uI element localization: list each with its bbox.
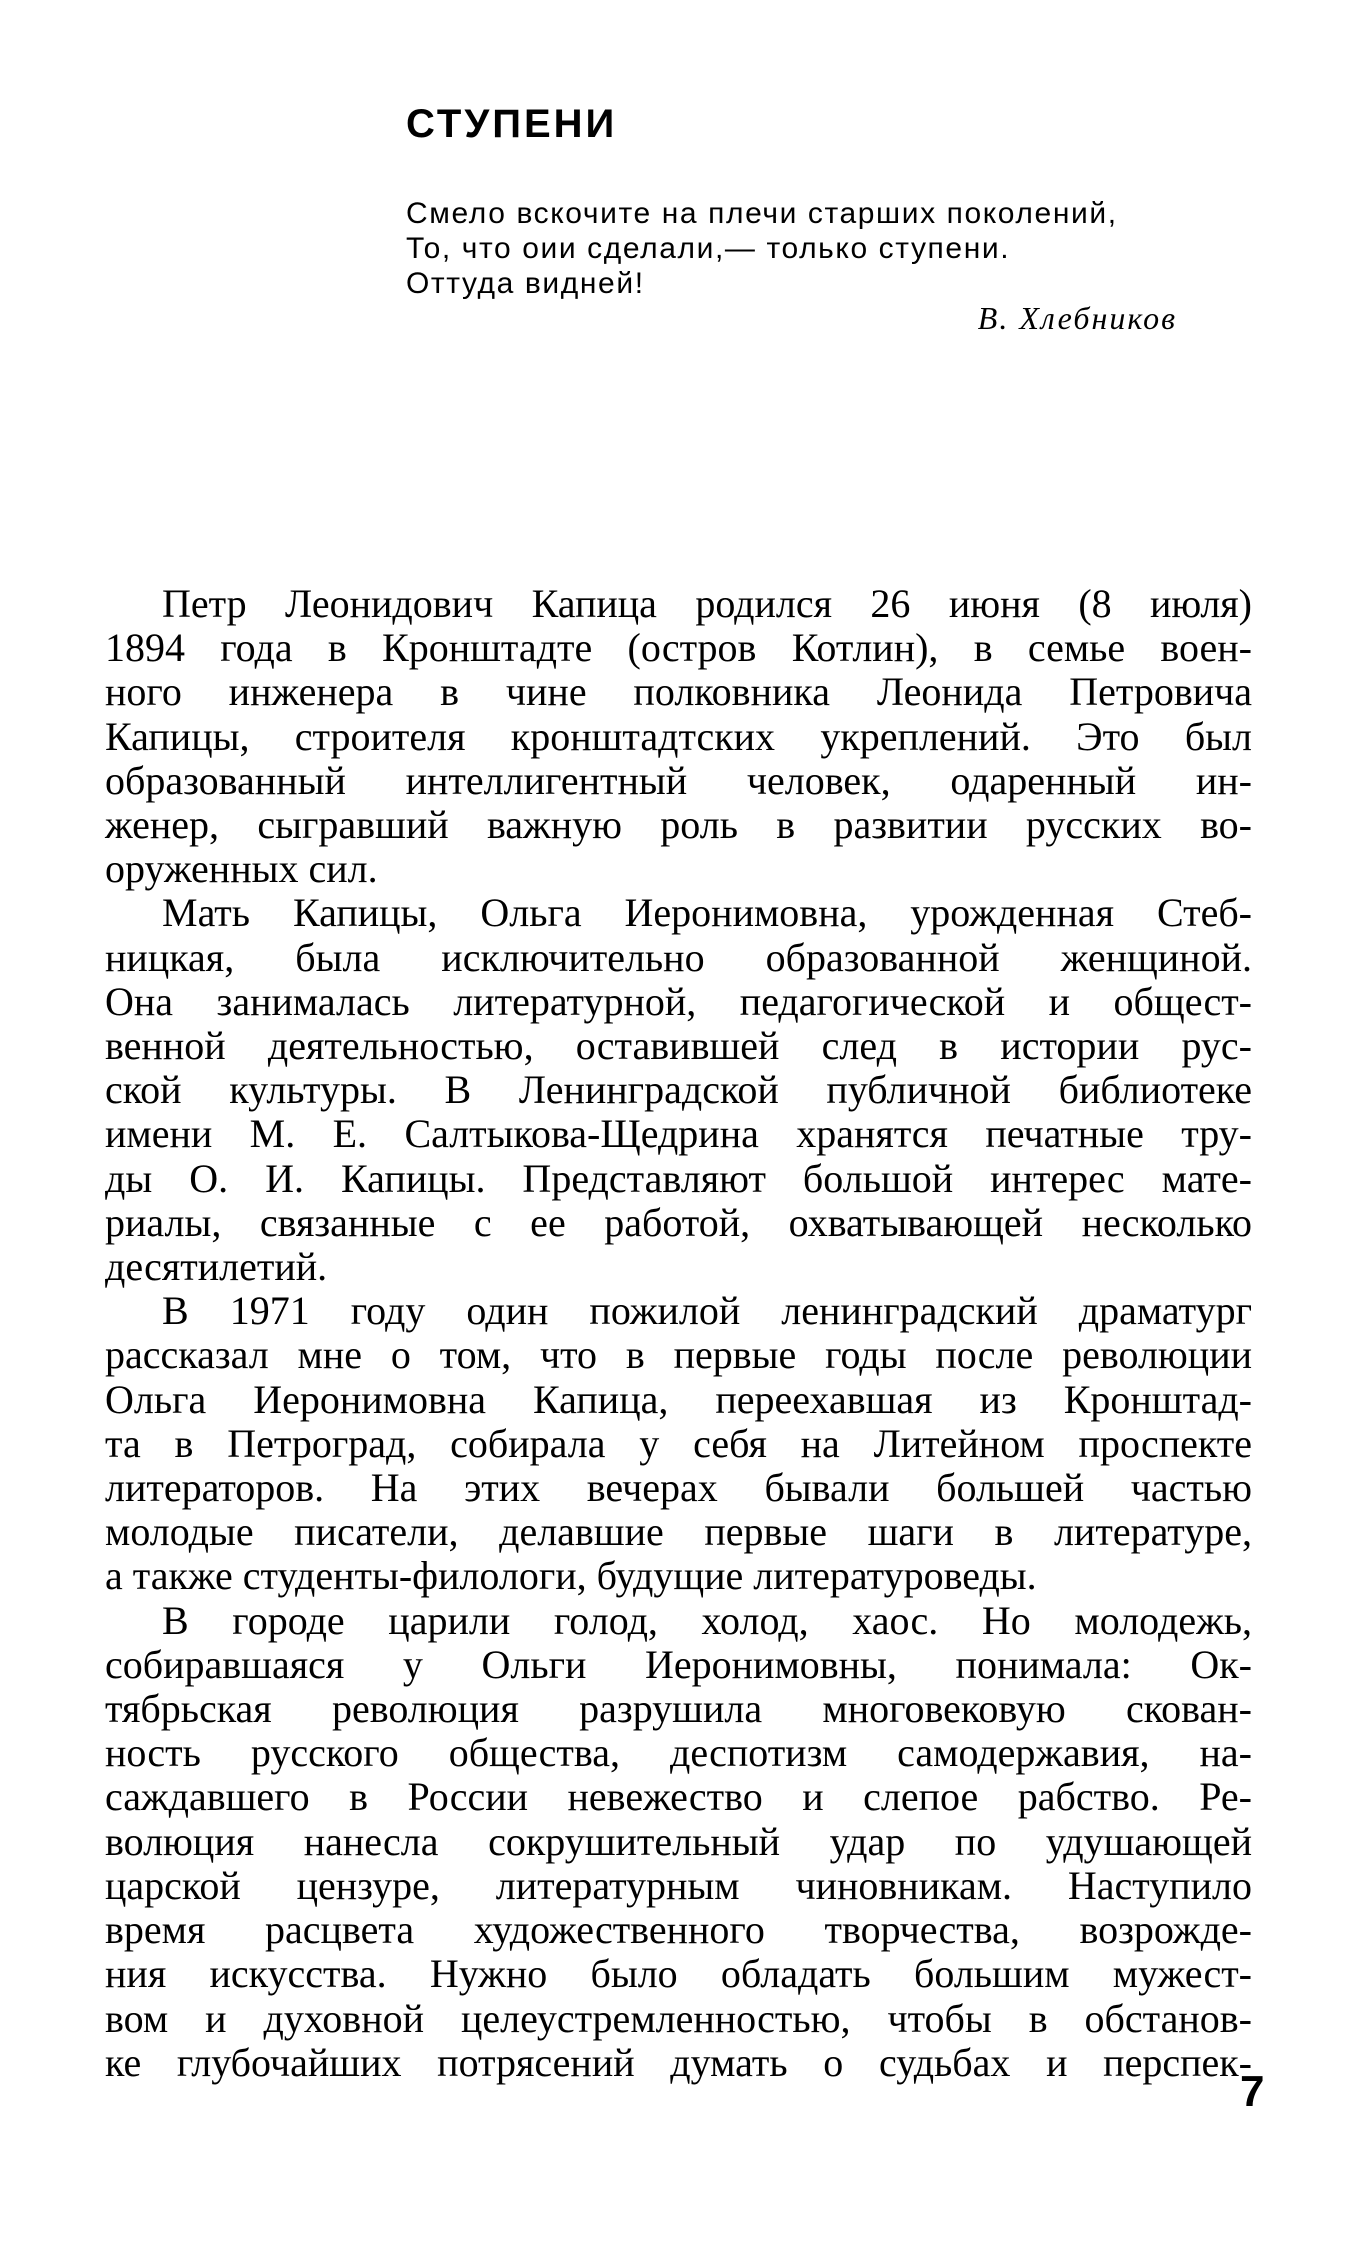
text-line: тябрьская революция разрушила многовековую скован-: [105, 1686, 1252, 1732]
epigraph-line: Смело вскочите на плечи старших поколений,: [406, 197, 1118, 230]
text-line: ды О. И. Капицы. Представляют большой интерес мате-: [105, 1155, 1252, 1201]
text-line: собиравшаяся у Ольги Иеронимовны, понимала: Ок-: [105, 1641, 1252, 1687]
text-line: волюция нанесла сокрушительный удар по удушающей: [105, 1818, 1252, 1864]
text-line: царской цензуре, литературным чиновникам. Наступило: [105, 1862, 1252, 1908]
text-line: ность русского общества, деспотизм самодержавия, на-: [105, 1730, 1252, 1776]
text-line: венной деятельностью, оставившей след в истории рус-: [105, 1023, 1252, 1069]
text-line: саждавшего в России невежество и слепое рабство. Ре-: [105, 1774, 1252, 1820]
text-line: Мать Капицы, Ольга Иеронимовна, урожденная Стеб-: [162, 890, 1252, 936]
text-line: десятилетий.: [105, 1244, 328, 1290]
text-line: ния искусства. Нужно было обладать большим мужест-: [105, 1951, 1252, 1997]
text-line: Капицы, строителя кронштадтских укреплений. Это был: [105, 713, 1252, 759]
text-line: В городе царили голод, холод, хаос. Но молодежь,: [162, 1597, 1252, 1643]
paragraph: [105, 891, 1252, 1289]
page-number: 7: [1240, 2067, 1265, 2116]
text-line: женер, сыгравший важную роль в развитии русских во-: [105, 802, 1252, 848]
text-line: 1894 года в Кронштадте (остров Котлин), в семье воен-: [105, 625, 1252, 671]
body-text: [105, 582, 1252, 2085]
epigraph: [406, 196, 1177, 336]
text-line: ного инженера в чине полковника Леонида Петровича: [105, 669, 1252, 715]
text-line: образованный интеллигентный человек, одаренный ин-: [105, 757, 1252, 803]
text-line: молодые писатели, делавшие первые шаги в литературе,: [105, 1509, 1252, 1555]
text-line: Она занималась литературной, педагогической и общест-: [105, 978, 1252, 1024]
text-line: ке глубочайших потрясений думать о судьбах и перспек-: [105, 2039, 1252, 2085]
paragraph: [105, 582, 1252, 891]
text-line: вом и духовной целеустремленностью, чтобы в обстанов-: [105, 1995, 1252, 2041]
text-line: оруженных сил.: [105, 846, 378, 892]
text-line: ской культуры. В Ленинградской публичной библиотеке: [105, 1067, 1252, 1113]
text-line: Петр Леонидович Капица родился 26 июня (8 июля): [162, 581, 1252, 626]
chapter-title: СТУПЕНИ: [406, 102, 618, 146]
text-line: имени М. Е. Салтыкова-Щедрина хранятся печатные тру-: [105, 1111, 1252, 1157]
epigraph-author: В. Хлебников: [977, 300, 1177, 336]
text-line: а также студенты-филологи, будущие литературоведы.: [105, 1553, 1037, 1599]
text-line: риалы, связанные с ее работой, охватывающей несколько: [105, 1199, 1252, 1245]
epigraph-line: То, что оии сделали,— только ступени.: [406, 232, 1011, 265]
text-line: ницкая, была исключительно образованной женщиной.: [105, 934, 1252, 980]
text-line: Ольга Иеронимовна Капица, переехавшая из Кронштад-: [105, 1376, 1252, 1422]
text-line: рассказал мне о том, что в первые годы после революции: [105, 1332, 1252, 1378]
text-line: литераторов. На этих вечерах бывали большей частью: [105, 1465, 1252, 1511]
paragraph: [105, 1289, 1252, 1598]
paragraph: [105, 1599, 1252, 2085]
text-line: В 1971 году один пожилой ленинградский драматург: [162, 1288, 1252, 1334]
epigraph-line: Оттуда видней!: [406, 267, 645, 300]
text-line: время расцвета художественного творчества, возрожде-: [105, 1907, 1252, 1953]
text-line: та в Петроград, собирала у себя на Литейном проспекте: [105, 1420, 1252, 1466]
